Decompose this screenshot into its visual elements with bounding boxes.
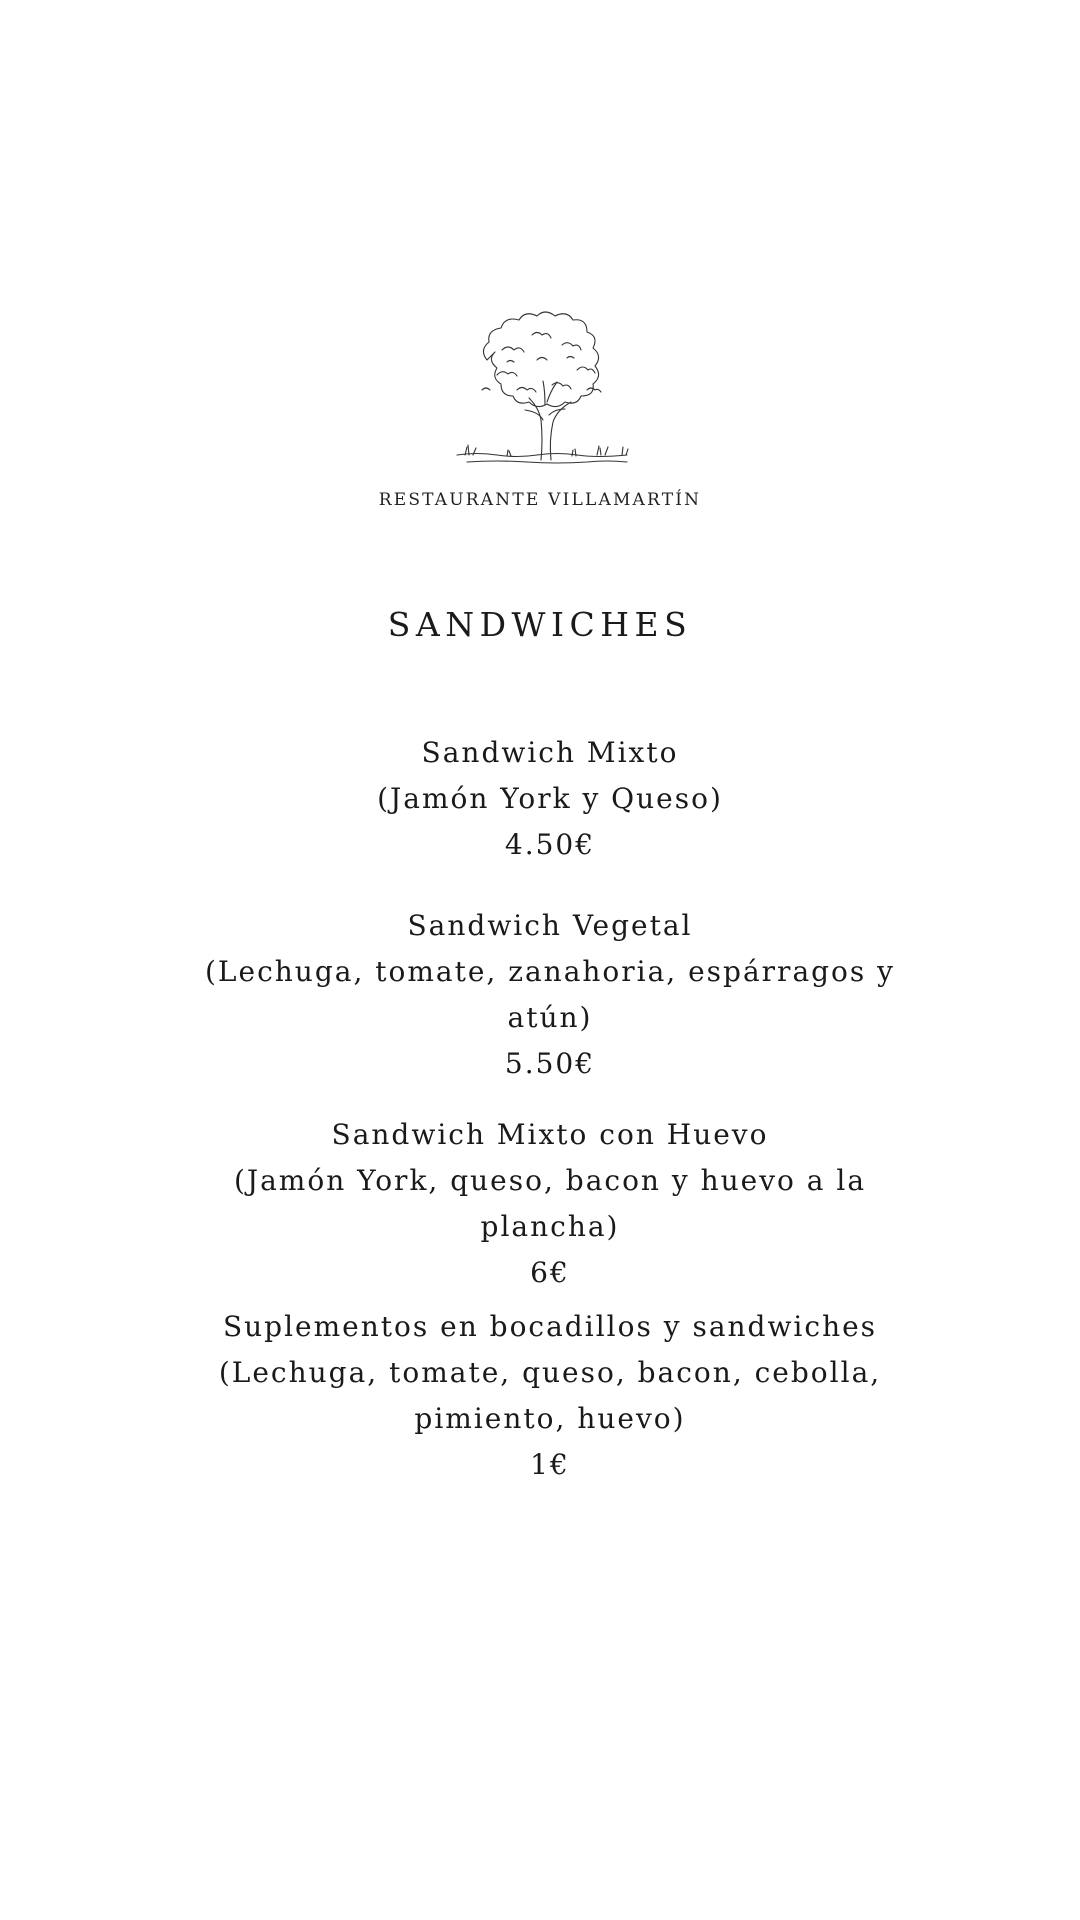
- item-name: Sandwich Mixto con Huevo: [331, 1118, 769, 1151]
- oak-tree-illustration-icon: [447, 290, 647, 470]
- item-description: (Jamón York, queso, bacon y huevo a la plancha): [233, 1164, 867, 1243]
- item-description: (Lechuga, tomate, zanahoria, espárragos y atún): [204, 955, 895, 1034]
- item-name: Suplementos en bocadillos y sandwiches: [222, 1310, 878, 1343]
- restaurant-name: RESTAURANTE VILLAMARTÍN: [378, 490, 702, 510]
- menu-item: [190, 903, 910, 1087]
- menu-list: [190, 730, 910, 1488]
- menu-item: [190, 1112, 910, 1296]
- item-price: 1€: [530, 1448, 570, 1481]
- item-price: 4.50€: [504, 828, 596, 861]
- section-title: SANDWICHES: [387, 605, 693, 644]
- item-price: 5.50€: [504, 1047, 596, 1080]
- menu-item: [190, 1304, 910, 1488]
- item-price: 6€: [530, 1256, 570, 1289]
- item-name: Sandwich Mixto: [421, 736, 679, 769]
- item-name: Sandwich Vegetal: [407, 909, 693, 942]
- menu-item: [190, 730, 910, 868]
- item-description: (Jamón York y Queso): [377, 782, 723, 815]
- item-description: (Lechuga, tomate, queso, bacon, cebolla, pimiento, huevo): [218, 1356, 882, 1435]
